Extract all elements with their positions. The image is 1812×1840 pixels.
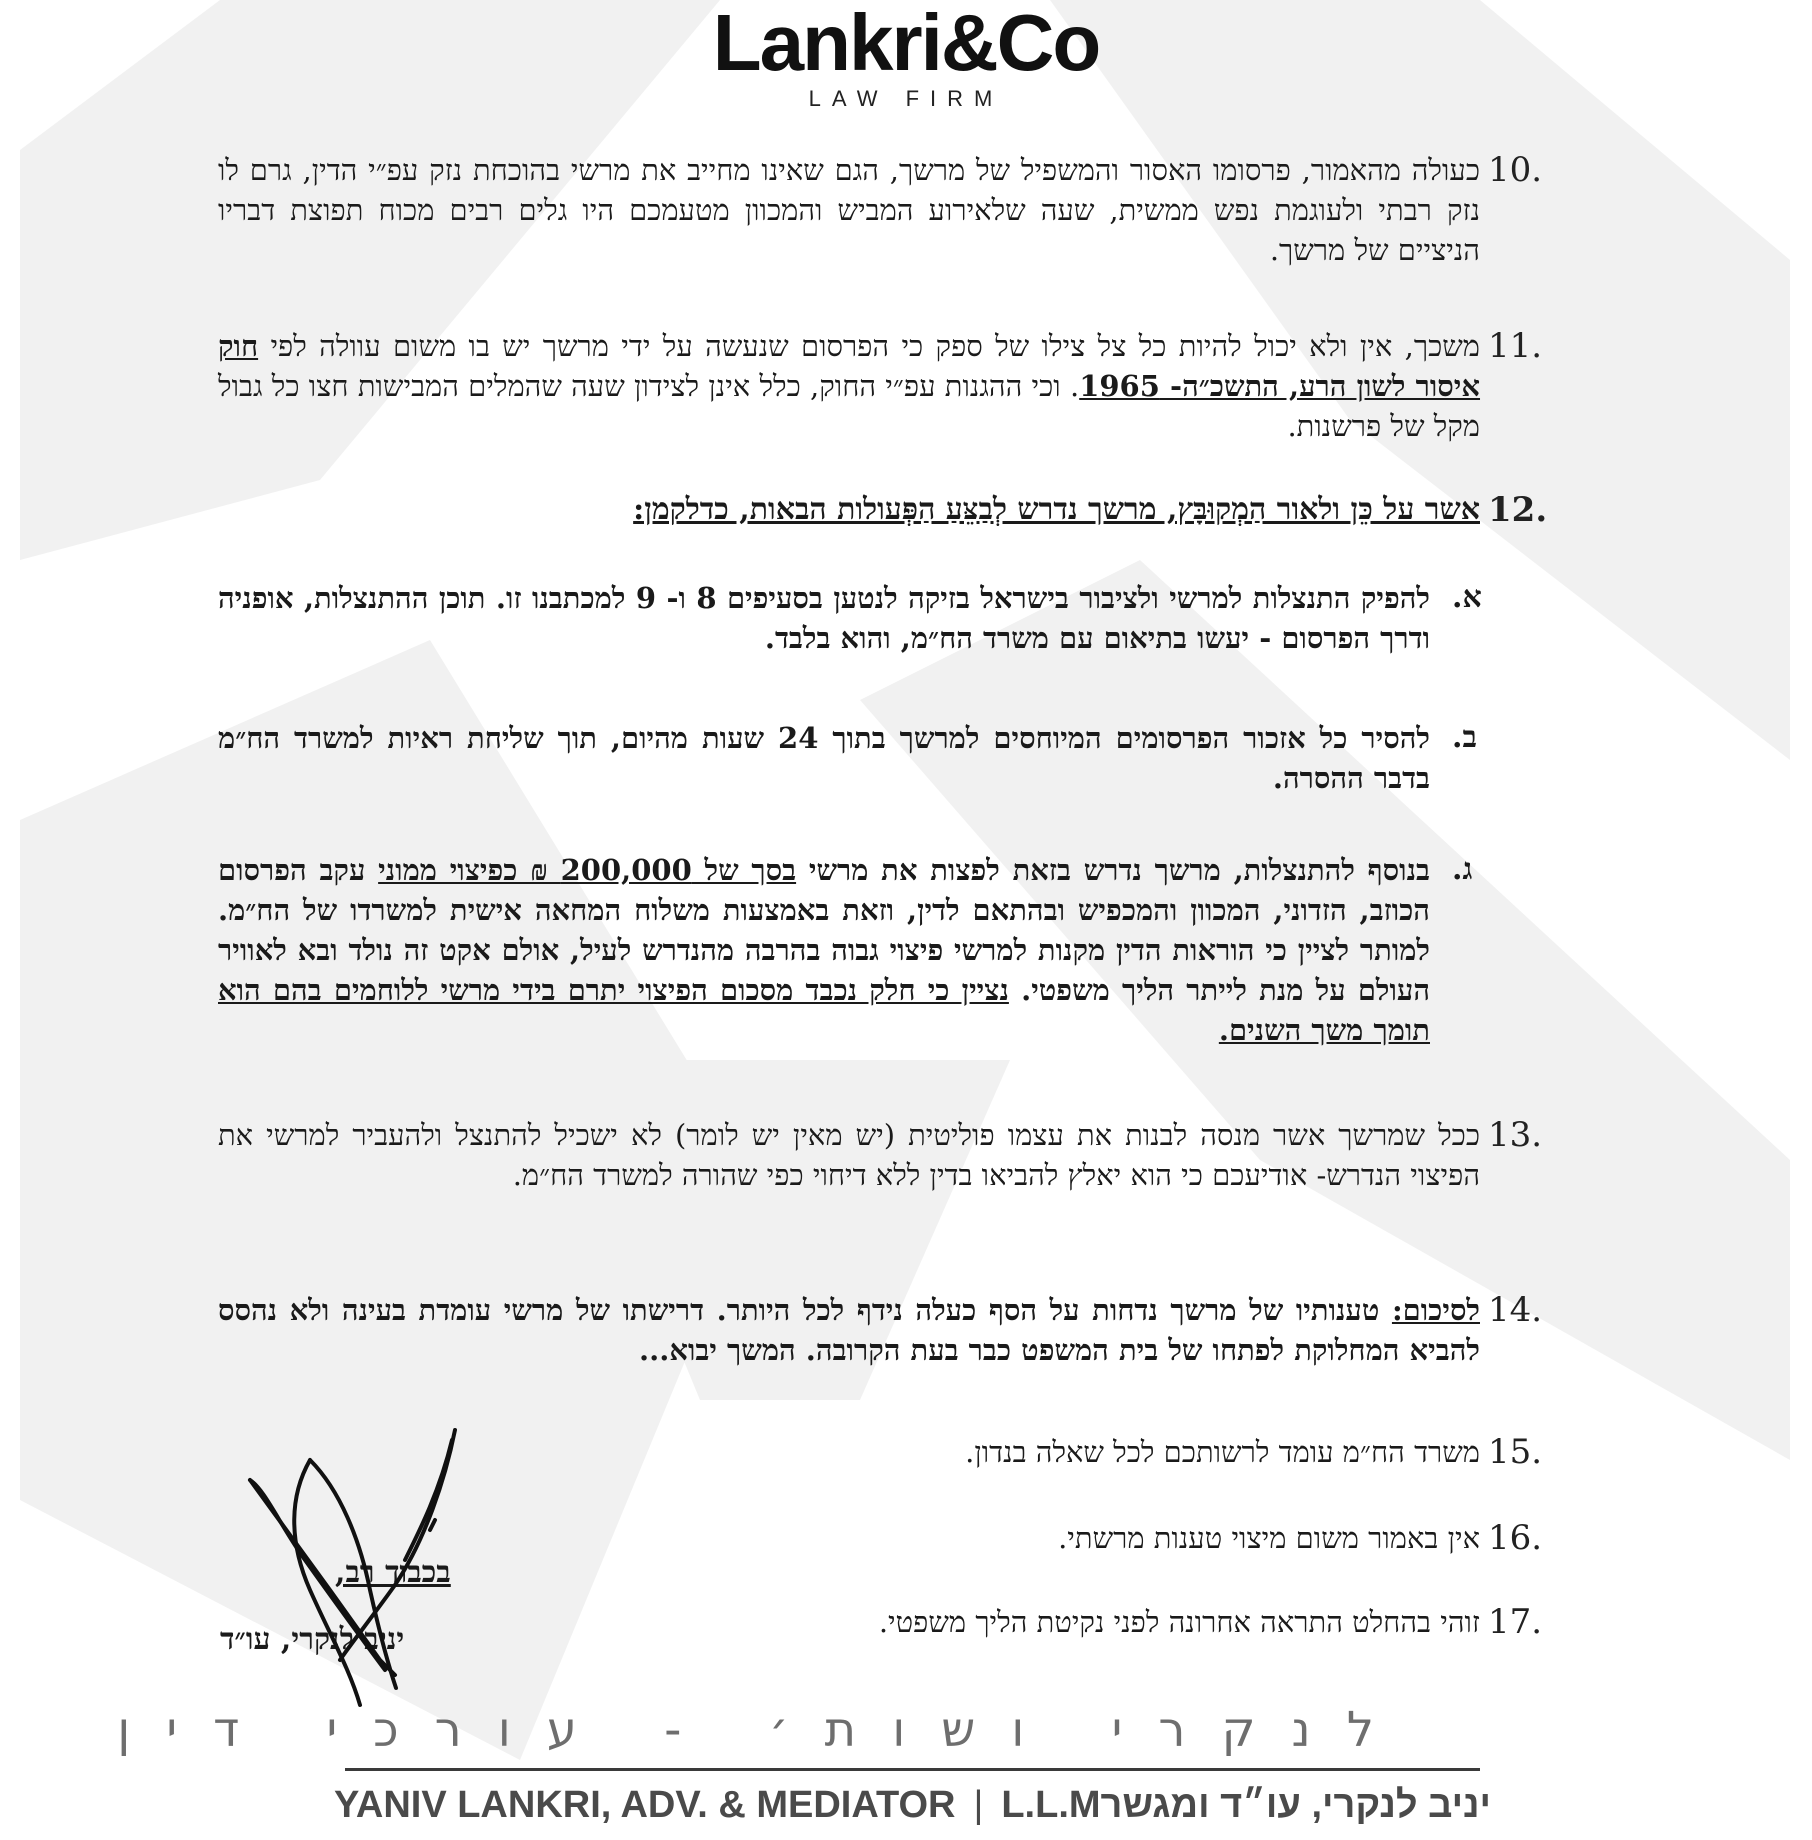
paragraph-number: 15. — [1488, 1432, 1543, 1472]
paragraph-15: משרד הח״מ עומד לרשותכם לכל שאלה בנדון. — [965, 1435, 1480, 1469]
compensation-amount: בסך של 200,000 ₪ כפיצוי ממוני — [378, 853, 797, 887]
paragraph-number: 13. — [1488, 1115, 1543, 1155]
handwritten-signature — [220, 1420, 480, 1710]
paragraph-10: כעולה מהאמור, פרסומו האסור והמשפיל של מרשך, הגם שאינו מחייב את מרשי בהוכחת נזק עפ״י הדין, גרם לו נזק רבתי ולעוגמת נפש ממשית, שעה שלאירוע המביש והמכוון מטעמכם היו גלים רבים מכוח תפוצת דבריו הניציים של מרשך. — [218, 153, 1480, 267]
logo-wordmark: Lankri&Co — [712, 0, 1100, 87]
logo-tagline: LAW FIRM — [808, 86, 1004, 111]
footer-degree: L.L.M — [1001, 1783, 1101, 1826]
summary-label: לסיכום: — [1391, 1293, 1480, 1327]
paragraph-17: זוהי בהחלט התראה אחרונה לפני נקיטת הליך משפטי. — [878, 1605, 1480, 1639]
subitem-letter: א. — [1452, 580, 1482, 615]
demand-apology: להפיק התנצלות למרשי ולציבור בישראל בזיקה לנטען בסעיפים 8 ו- 9 למכתבנו זו. תוכן ההתנצלות, אופניה ודרך הפרסום - יעשו בתיאום עם משרד הח״מ, והוא בלבד. — [218, 581, 1430, 655]
paragraph-11-text-end: . וכי ההגנות עפ״י החוק, כלל אינן לצידון שעה שהמלים המבישות חצו כל גבול מקל של פרשנות. — [218, 369, 1480, 443]
footer-hebrew-name: יניב לנקרי, עו״ד ומגשר — [1100, 1783, 1491, 1826]
compensation-text: בנוסף להתנצלות, מרשך נדרש בזאת לפצות את מרשי — [796, 853, 1430, 887]
subitem-letter: ב. — [1452, 720, 1477, 755]
paragraph-number: 12. — [1488, 490, 1548, 530]
closing-salutation: בכבוד רב, — [335, 1555, 451, 1590]
subitem-letter: ג. — [1452, 852, 1473, 887]
compensation-text-cont: עקב הפרסום הכוזב, הזדוני, המכוון והמכפיש ובהתאם לדין, וזאת באמצעות משלוח המחאה אישית למשרדו של הח״מ. למותר לציין כי הוראות הדין מקנות למרשי פיצוי גבוה בהרבה מהנדרש לעיל, אולם אקט זה נולד ובא לאוויר העולם על מנת לייתר הליך משפטי. — [218, 853, 1430, 1007]
paragraph-11-text: משכך, אין ולא יכול להיות כל צל צילו של ספק כי הפרסום שנעשה על ידי מרשך יש בו משום עוולה לפי — [258, 329, 1480, 363]
demand-compensation — [218, 850, 1430, 1050]
footer-divider — [345, 1768, 1480, 1771]
paragraph-number: 10. — [1488, 150, 1543, 190]
paragraph-14 — [218, 1290, 1480, 1370]
paragraph-number: 11. — [1488, 326, 1543, 366]
footer-separator: | — [973, 1783, 984, 1826]
demand-removal: להסיר כל אזכור הפרסומים המיוחסים למרשך בתוך 24 שעות מהיום, תוך שליחת ראיות למשרד הח״מ בדבר ההסרה. — [218, 721, 1430, 795]
paragraph-number: 16. — [1488, 1518, 1543, 1558]
signer-name: יניב לנקרי, עו״ד — [220, 1622, 405, 1657]
law-reference: חוק איסור לשון הרע, התשכ״ה- 1965 — [218, 329, 1481, 403]
paragraph-13: ככל שמרשך אשר מנסה לבנות את עצמו פוליטית (יש מאין יש לומר) לא ישכיל להתנצל ולהעביר למרשי את הפיצוי הנדרש- אודיעכם כי הוא יאלץ להביאו בדין ללא דיחוי כפי שהורה למשרד הח״מ. — [218, 1118, 1480, 1192]
summary-text: טענותיו של מרשך נדחות על הסף כעלה נידף לכל היותר. דרישתו של מרשי עומדת בעינה ולא נהסס להביא המחלוקת לפתחו של בית המשפט כבר בעת הקרובה. המשך יבוא... — [218, 1293, 1480, 1367]
paragraph-11 — [218, 326, 1480, 446]
footer-firm-banner: לנקרי ושות׳ - עורכי דין — [117, 1702, 1410, 1758]
firm-logo — [660, 0, 1152, 112]
paragraph-16: אין באמור משום מיצוי טענות מרשתי. — [1058, 1521, 1480, 1555]
footer-english-name: YANIV LANKRI, ADV. & MEDIATOR — [334, 1783, 956, 1826]
demands-heading: אשר על כֵּן ולאור הַמְקוּבָּץ, מרשך נדרש לְבַצֵּעַ הַפְּעולות הבאות, כדלקמן: — [633, 492, 1480, 527]
donation-note: נציין כי חלק נכבד מסכום הפיצוי יתרם בידי מרשי ללוחמים בהם הוא תומך משך השנים. — [218, 973, 1430, 1047]
footer-contact-line — [334, 1780, 1491, 1830]
paragraph-number: 14. — [1488, 1290, 1543, 1330]
letterhead — [0, 0, 1812, 130]
paragraph-number: 17. — [1488, 1602, 1543, 1642]
